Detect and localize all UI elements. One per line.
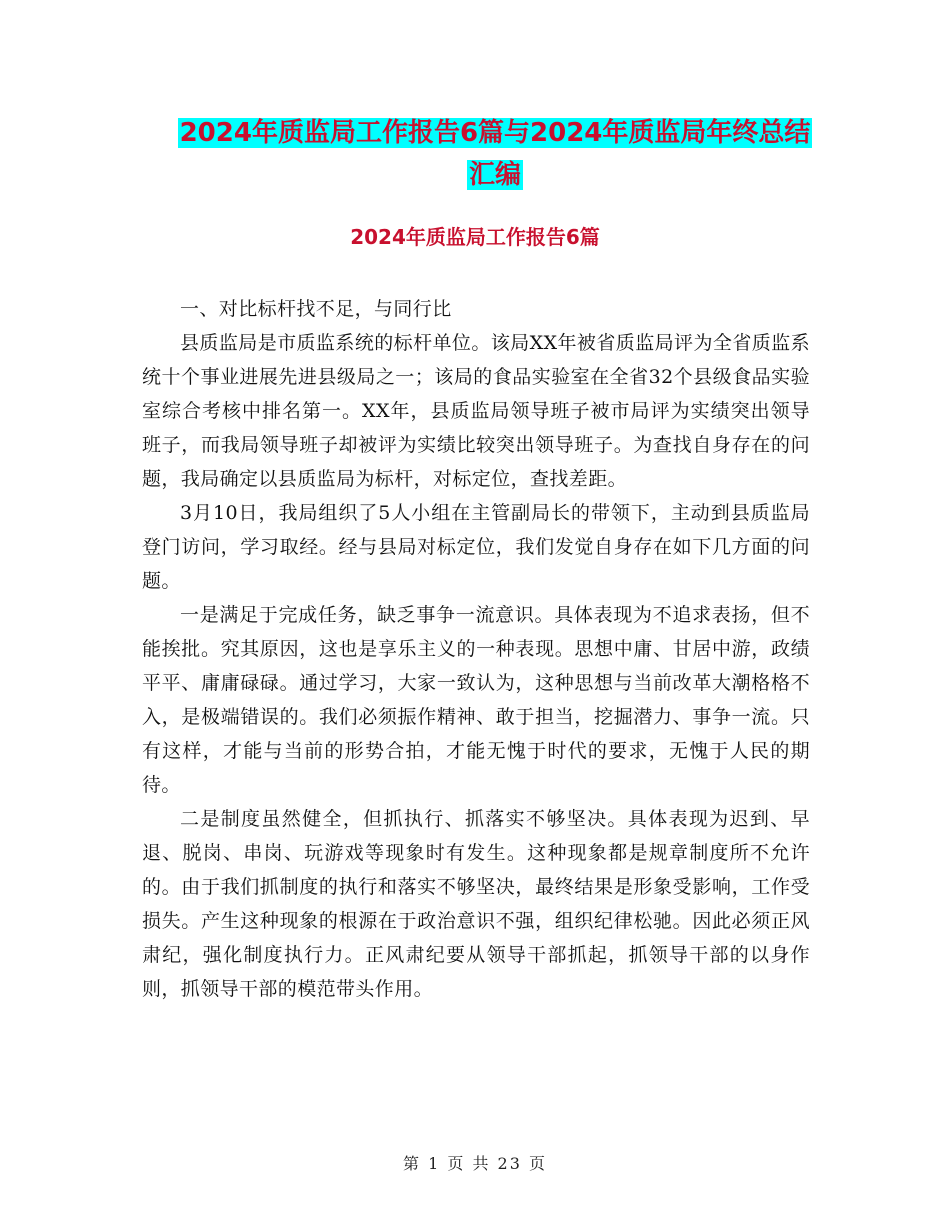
paragraph: 二是制度虽然健全，但抓执行、抓落实不够坚决。具体表现为迟到、早退、脱岗、串岗、玩游戏等现象时有发生。这种现象都是规章制度所不允许的。由于我们抓制度的执行和落实不够坚决，最终结果是形象受影响，工作受损失。产生这种现象的根源在于政治意识不强，组织纪律松驰。因此必须正风肃纪，强化制度执行力。正风肃纪要从领导干部抓起，抓领导干部的以身作则，抓领导干部的模范带头作用。 [142, 808, 810, 1000]
document-title-line2: 汇编 [468, 160, 521, 190]
paragraph: 县质监局是市质监系统的标杆单位。该局XX年被省质监局评为全省质监系统十个事业进展先进县级局之一；该局的食品实验室在全省32个县级食品实验室综合考核中排名第一。XX年，县质监局领导班子被市局评为实绩突出领导班子，而我局领导班子却被评为实绩比较突出领导班子。为查找自身存在的问题，我局确定以县质监局为标杆，对标定位，查找差距。 [142, 332, 810, 490]
document-body [142, 292, 810, 1006]
paragraph: 一是满足于完成任务，缺乏事争一流意识。具体表现为不追求表扬，但不能挨批。究其原因，这也是享乐主义的一种表现。思想中庸、甘居中游，政绩平平、庸庸碌碌。通过学习，大家一致认为，这种思想与当前改革大潮格格不入，是极端错误的。我们必须振作精神、敢于担当，挖掘潜力、事争一流。只有这样，才能与当前的形势合拍，才能无愧于时代的要求，无愧于人民的期待。 [142, 604, 810, 796]
document-title-line1: 2024年质监局工作报告6篇与2024年质监局年终总结 [179, 118, 811, 148]
document-title [140, 112, 850, 196]
paragraph: 一、对比标杆找不足，与同行比 [180, 298, 452, 320]
section-title: 2024年质监局工作报告6篇 [350, 225, 600, 249]
paragraph: 3月10日，我局组织了5人小组在主管副局长的带领下，主动到县质监局登门访问，学习取经。经与县局对标定位，我们发觉自身存在如下几方面的问题。 [142, 502, 810, 592]
page-footer: 第 1 页 共 23 页 [403, 1154, 547, 1173]
